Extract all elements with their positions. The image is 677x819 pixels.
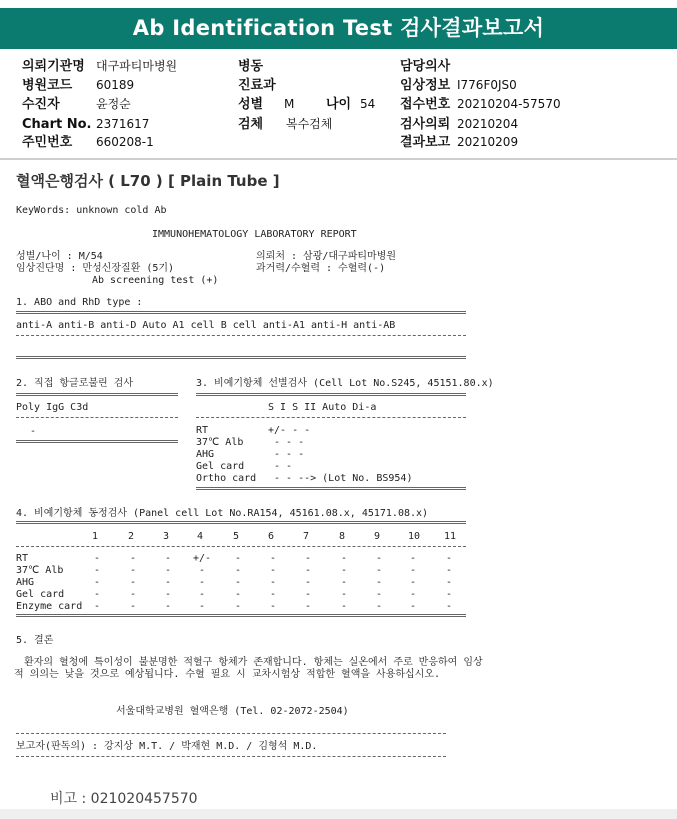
panel-cell: - [410, 589, 417, 600]
panel-cell: - [305, 553, 312, 564]
screen-phase-ahg: AHG [196, 449, 215, 460]
info-history: 과거력/수혈력 : 수혈력(-) [256, 263, 386, 274]
panel-cell: - [130, 553, 137, 564]
panel-cell: - [235, 553, 242, 564]
panel-cell: - [199, 577, 206, 588]
panel-cell: - [446, 553, 453, 564]
info-sex-age: 성별/나이 : M/54 [16, 251, 103, 262]
header-institution: 의뢰기관명 [22, 59, 85, 74]
panel-cell: - [235, 565, 242, 576]
panel-cell: - [410, 601, 417, 612]
panel-cell: - [165, 589, 172, 600]
dat-rule-bottom [16, 440, 178, 443]
panel-cell: - [305, 601, 312, 612]
dat-rule-mid [16, 417, 178, 418]
dat-title: 2. 직접 항글로불린 검사 [16, 378, 134, 389]
lab-title: IMMUNOHEMATOLOGY LABORATORY REPORT [152, 229, 357, 240]
header-specimen-value: 복수검체 [286, 117, 333, 131]
panel-cell: - [270, 589, 277, 600]
panel-cell: - [376, 565, 383, 576]
panel-cell: - [94, 565, 101, 576]
panel-cell: - [165, 577, 172, 588]
header-patient-value: 윤정순 [96, 97, 131, 111]
reporter: 보고자(판독의) : 강지상 M.T. / 박재현 M.D. / 김형석 M.D. [16, 741, 318, 752]
panel-cell: - [94, 577, 101, 588]
panel-cell: - [305, 577, 312, 588]
conclusion-text: 환자의 혈청에 특이성이 불분명한 적혈구 항체가 존재합니다. 항체는 실온에서 주로 반응하여 임상적 의의는 낮을 것으로 예상됩니다. 수혈 필요 시 교차시험상 적합한 혈액을 사용하십시오. [14, 657, 483, 680]
panel-cell: - [410, 577, 417, 588]
screen-phase-gel: Gel card [196, 461, 245, 472]
reporter-rule-top [16, 733, 446, 734]
reporter-rule-bottom [16, 756, 446, 757]
panel-header-6: 6 [268, 531, 275, 542]
panel-cell: - [235, 589, 242, 600]
panel-header-9: 9 [374, 531, 381, 542]
screen-values-gel: - - [274, 461, 293, 472]
panel-cell: - [165, 601, 172, 612]
panel-cell: +/- [193, 553, 212, 564]
dat-rule-top [16, 393, 178, 396]
header-resident-no-value: 660208-1 [96, 135, 154, 149]
panel-cell: - [376, 589, 383, 600]
abo-rule-mid [16, 335, 466, 336]
screen-headers: S I S II Auto Di-a [268, 402, 377, 413]
screen-rule-top [196, 393, 466, 396]
header-report-date: 결과보고 [400, 135, 451, 150]
header-hospital-code: 병원코드 [22, 78, 73, 93]
panel-header-7: 7 [303, 531, 310, 542]
panel-cell: - [130, 577, 137, 588]
header-clinical-info: 임상정보 [400, 78, 451, 93]
panel-cell: - [130, 601, 137, 612]
header-ward: 병동 [238, 59, 264, 74]
header-hospital-code-value: 60189 [96, 78, 135, 92]
screen-values-ahg: - - - [274, 449, 305, 460]
panel-header-5: 5 [233, 531, 240, 542]
header-request-date: 검사의뢰 [400, 117, 451, 132]
panel-cell: - [199, 601, 206, 612]
panel-cell: - [410, 565, 417, 576]
header-chart-no-value: 2371617 [96, 117, 150, 131]
panel-cell: - [94, 553, 101, 564]
panel-cell: - [341, 577, 348, 588]
info-diagnosis: 임상진단명 : 만성신장질환 (5기) [16, 263, 175, 274]
keywords: KeyWords: unknown cold Ab [16, 205, 167, 216]
screen-title: 3. 비예기항체 선별검사 (Cell Lot No.S245, 45151.80.x) [196, 378, 494, 389]
screen-phase-rt: RT [196, 425, 209, 436]
panel-cell: - [376, 553, 383, 564]
panel-cell: - [446, 577, 453, 588]
panel-cell: - [270, 553, 277, 564]
panel-cell: - [165, 553, 172, 564]
report-banner: Ab Identification Test 검사결과보고서 [0, 8, 677, 49]
panel-cell: - [199, 565, 206, 576]
hospital-contact: 서울대학교병원 혈액은행 (Tel. 02-2072-2504) [116, 706, 349, 717]
header-specimen: 검체 [238, 117, 264, 132]
panel-cell: - [376, 601, 383, 612]
header-age: 나이 [326, 97, 352, 112]
screen-values-ortho: - - --> (Lot No. BS954) [274, 473, 413, 484]
header-accession-value: 20210204-57570 [457, 97, 561, 111]
panel-cell: - [305, 589, 312, 600]
header-doctor: 담당의사 [400, 59, 451, 74]
bottom-bar [0, 809, 677, 819]
abo-title: 1. ABO and RhD type : [16, 297, 143, 308]
panel-cell: - [235, 601, 242, 612]
panel-cell: - [235, 577, 242, 588]
panel-cell: - [341, 553, 348, 564]
header-resident-no: 주민번호 [22, 135, 73, 150]
panel-cell: - [270, 601, 277, 612]
panel-rule-bottom [16, 614, 466, 617]
header-chart-no: Chart No. [22, 117, 92, 132]
screen-phase-ortho: Ortho card [196, 473, 257, 484]
report-title: 혈액은행검사 ( L70 ) [ Plain Tube ] [16, 172, 280, 190]
panel-rule-top [16, 521, 466, 524]
panel-cell: - [94, 589, 101, 600]
panel-phase: RT [16, 553, 29, 564]
panel-title: 4. 비예기항체 동정검사 (Panel cell Lot No.RA154, 45161.08.x, 45171.08.x) [16, 508, 429, 519]
header-sex: 성별 [238, 97, 264, 112]
screen-values-rt: +/- - - [268, 425, 311, 436]
panel-phase: 37℃ Alb [16, 565, 64, 576]
header-separator [0, 158, 677, 160]
panel-cell: - [341, 601, 348, 612]
screen-values-alb: - - - [274, 437, 305, 448]
dat-value: - [30, 426, 37, 437]
panel-cell: - [165, 565, 172, 576]
panel-phase: Gel card [16, 589, 65, 600]
panel-rule-mid [16, 546, 466, 547]
panel-cell: - [270, 565, 277, 576]
info-requester: 의뢰처 : 삼광/대구파티마병원 [256, 251, 397, 262]
screen-rule-mid [196, 417, 466, 418]
abo-headers: anti-A anti-B anti-D Auto A1 cell B cell anti-A1 anti-H anti-AB [16, 320, 396, 331]
screen-phase-alb: 37℃ Alb [196, 437, 244, 448]
panel-header-1: 1 [92, 531, 99, 542]
abo-rule-top [16, 311, 466, 314]
panel-cell: - [446, 565, 453, 576]
panel-cell: - [341, 565, 348, 576]
panel-cell: - [94, 601, 101, 612]
conclusion-title: 5. 결론 [16, 635, 54, 646]
header-sex-value: M [284, 97, 295, 111]
screen-rule-bottom [196, 487, 466, 490]
header-patient: 수진자 [22, 97, 60, 112]
header-clinical-info-value: I776F0JS0 [457, 78, 517, 92]
info-screening: Ab screening test (+) [92, 275, 219, 286]
panel-cell: - [130, 565, 137, 576]
panel-cell: - [341, 589, 348, 600]
header-department: 진료과 [238, 78, 276, 93]
panel-cell: - [376, 577, 383, 588]
panel-header-8: 8 [339, 531, 346, 542]
header-request-date-value: 20210204 [457, 117, 519, 131]
header-report-date-value: 20210209 [457, 135, 519, 149]
header-institution-value: 대구파티마병원 [96, 59, 178, 73]
panel-header-3: 3 [163, 531, 170, 542]
panel-cell: - [446, 601, 453, 612]
header-accession: 접수번호 [400, 97, 451, 112]
panel-cell: - [270, 577, 277, 588]
panel-header-10: 10 [408, 531, 421, 542]
panel-header-2: 2 [128, 531, 135, 542]
panel-phase: AHG [16, 577, 35, 588]
panel-cell: - [305, 565, 312, 576]
panel-header-4: 4 [197, 531, 204, 542]
remark: 비고 : 021020457570 [50, 791, 198, 807]
panel-cell: - [410, 553, 417, 564]
panel-phase: Enzyme card [16, 601, 83, 612]
panel-cell: - [446, 589, 453, 600]
panel-cell: - [130, 589, 137, 600]
panel-header-11: 11 [444, 531, 457, 542]
abo-rule-bottom [16, 356, 466, 359]
panel-cell: - [199, 589, 206, 600]
header-age-value: 54 [360, 97, 376, 111]
dat-headers: Poly IgG C3d [16, 402, 89, 413]
